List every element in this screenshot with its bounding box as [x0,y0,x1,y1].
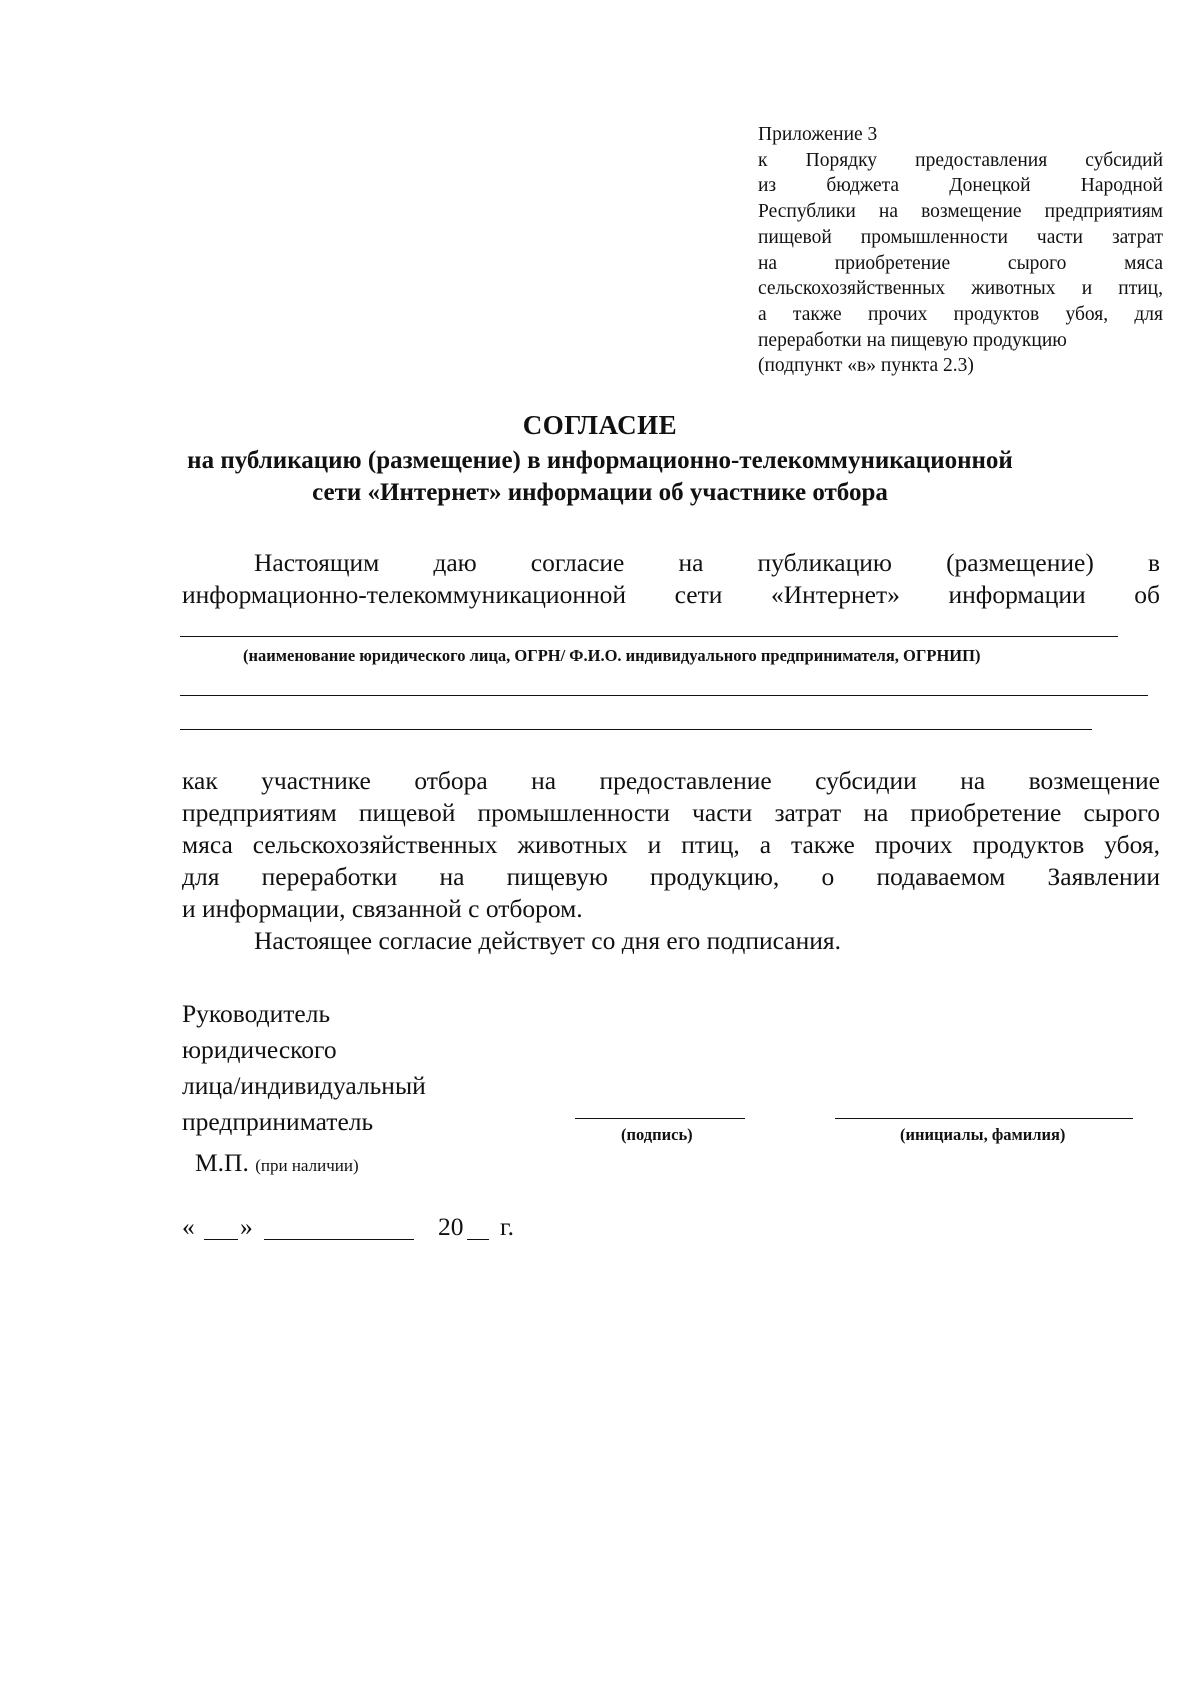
participant-name-caption: (наименование юридического лица, ОГРН/ Ф.И.О. индивидуального предпринимателя, ОГРНИП) [243,646,981,665]
document-title: СОГЛАСИЕ [522,410,678,440]
participant-details-field[interactable] [180,695,1148,696]
year-suffix: г. [500,1212,514,1241]
signatory-line: Руководитель [182,999,331,1028]
appendix-line: пищевой промышленности части затрат [758,226,1163,248]
date-close-quote: » [240,1212,253,1241]
stamp-label [195,1147,359,1182]
appendix-line: Республики на возмещение предприятиям [758,201,1163,223]
document-subtitle: на публикацию (размещение) в информационно-телекоммуникационной [187,447,1013,474]
signatory-line: юридического [182,1035,337,1064]
date-open-quote: « [182,1212,195,1241]
paragraph-line: как участнике отбора на предоставление субсидии на возмещение [182,766,1160,795]
signatory-block [182,996,426,1140]
appendix-line: из бюджета Донецкой Народной [758,175,1163,197]
appendix-line: переработки на пищевую продукцию [758,329,1067,351]
appendix-line: сельскохозяйственных животных и птиц, [758,278,1163,300]
appendix-line: на приобретение сырого мяса [758,252,1163,274]
paragraph-line: предприятиям пищевой промышленности части затрат на приобретение сырого [182,798,1160,827]
appendix-line: к Порядку предоставления субсидий [758,149,1163,171]
month-field[interactable] [264,1239,414,1240]
intro-line: Настоящим даю согласие на публикацию (размещение) в [254,548,1160,577]
stamp-abbreviation: М.П. [195,1148,249,1177]
day-field[interactable] [204,1239,238,1240]
year-field[interactable] [467,1239,489,1240]
appendix-line: а также прочих продуктов убоя, для [758,303,1163,325]
stamp-note: (при наличии) [255,1156,359,1175]
appendix-block [758,122,1163,379]
paragraph-line: для переработки на пищевую продукцию, о подаваемом Заявлении [182,862,1160,891]
paragraph-line: мяса сельскохозяйственных животных и птиц, а также прочих продуктов убоя, [182,830,1160,859]
date-line [182,1211,542,1245]
signatory-line: предприниматель [182,1107,374,1136]
intro-paragraph [182,547,1160,611]
signature-field[interactable] [575,1118,745,1119]
participant-name-field[interactable] [180,636,1118,637]
signatory-line: лица/индивидуальный [182,1071,426,1100]
document-subtitle: сети «Интернет» информации об участнике отбора [312,479,888,506]
validity-statement: Настоящее согласие действует со дня его подписания. [254,926,841,955]
initials-surname-field[interactable] [835,1118,1133,1119]
initials-surname-caption: (инициалы, фамилия) [900,1125,1066,1144]
paragraph-line: и информации, связанной с отбором. [182,894,583,923]
consent-paragraph [182,765,1160,957]
appendix-reference: (подпункт «в» пункта 2.3) [758,355,974,377]
participant-details-field[interactable] [180,729,1092,730]
year-prefix: 20 [438,1212,464,1241]
intro-line: информационно-телекоммуникационной сети «Интернет» информации об [182,580,1160,609]
appendix-number: Приложение 3 [758,124,878,145]
signature-caption: (подпись) [621,1125,693,1144]
